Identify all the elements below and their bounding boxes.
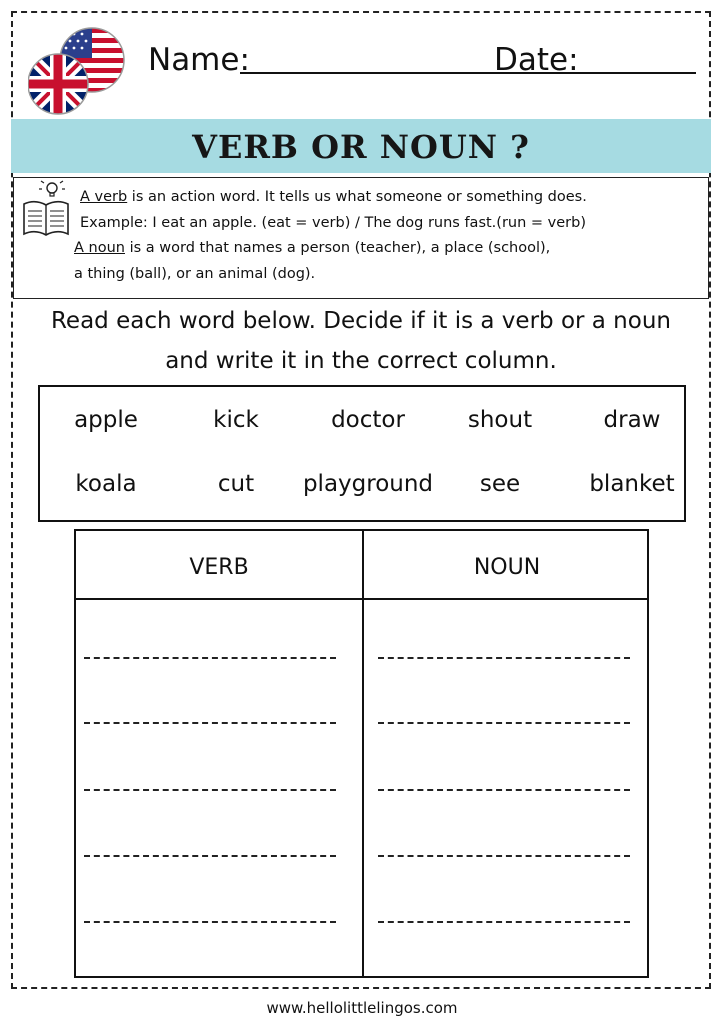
word-bank-item: cut: [217, 471, 255, 497]
page-title: VERB OR NOUN ?: [192, 128, 530, 166]
definition-verb: [80, 189, 587, 205]
date-write-line[interactable]: [578, 72, 696, 74]
noun-column-header: NOUN: [473, 555, 541, 580]
noun-answer-line[interactable]: [378, 657, 630, 659]
flags-logo: [28, 26, 132, 116]
word-bank-item: playground: [302, 471, 434, 497]
verb-definition: is an action word. It tells us what someone or something does.: [127, 189, 587, 205]
definition-box: [13, 177, 709, 299]
name-date-row: [148, 42, 708, 86]
word-bank-item: blanket: [589, 471, 675, 497]
footer-url[interactable]: www.hellolittlelingos.com: [266, 999, 458, 1017]
noun-term: A noun: [74, 240, 125, 256]
verb-answer-line[interactable]: [84, 789, 336, 791]
verb-example: Example: I eat an apple. (eat = verb) / The dog runs fast.(run = verb): [80, 215, 586, 231]
word-bank-item: shout: [467, 407, 533, 433]
name-label: Name:: [148, 42, 250, 78]
word-bank-item: doctor: [331, 407, 405, 433]
noun-answer-line[interactable]: [378, 789, 630, 791]
word-bank-item: see: [479, 471, 521, 497]
verb-answer-line[interactable]: [84, 722, 336, 724]
sort-table: [74, 529, 649, 978]
title-band: [11, 119, 711, 173]
verb-term: A verb: [80, 189, 128, 205]
word-bank: [38, 385, 686, 522]
word-bank-item: apple: [74, 407, 138, 433]
definition-noun: [74, 240, 550, 256]
verb-column-header: VERB: [189, 555, 249, 580]
noun-answer-line[interactable]: [378, 722, 630, 724]
noun-answer-line[interactable]: [378, 921, 630, 923]
word-bank-item: kick: [213, 407, 259, 433]
noun-definition: is a word that names a person (teacher), a place (school),: [124, 240, 551, 256]
noun-examples: a thing (ball), or an animal (dog).: [74, 266, 316, 282]
open-book-lightbulb-icon: [20, 180, 72, 240]
instructions-line-1: Read each word below. Decide if it is a verb or a noun: [50, 308, 671, 334]
uk-flag-icon: [28, 54, 88, 114]
header-divider: [76, 598, 647, 600]
noun-answer-line[interactable]: [378, 855, 630, 857]
verb-answer-line[interactable]: [84, 921, 336, 923]
word-bank-item: koala: [75, 471, 137, 497]
verb-answer-line[interactable]: [84, 855, 336, 857]
word-bank-item: draw: [603, 407, 661, 433]
date-label: Date:: [494, 42, 579, 78]
instructions-line-2: and write it in the correct column.: [165, 348, 557, 374]
verb-answer-line[interactable]: [84, 657, 336, 659]
